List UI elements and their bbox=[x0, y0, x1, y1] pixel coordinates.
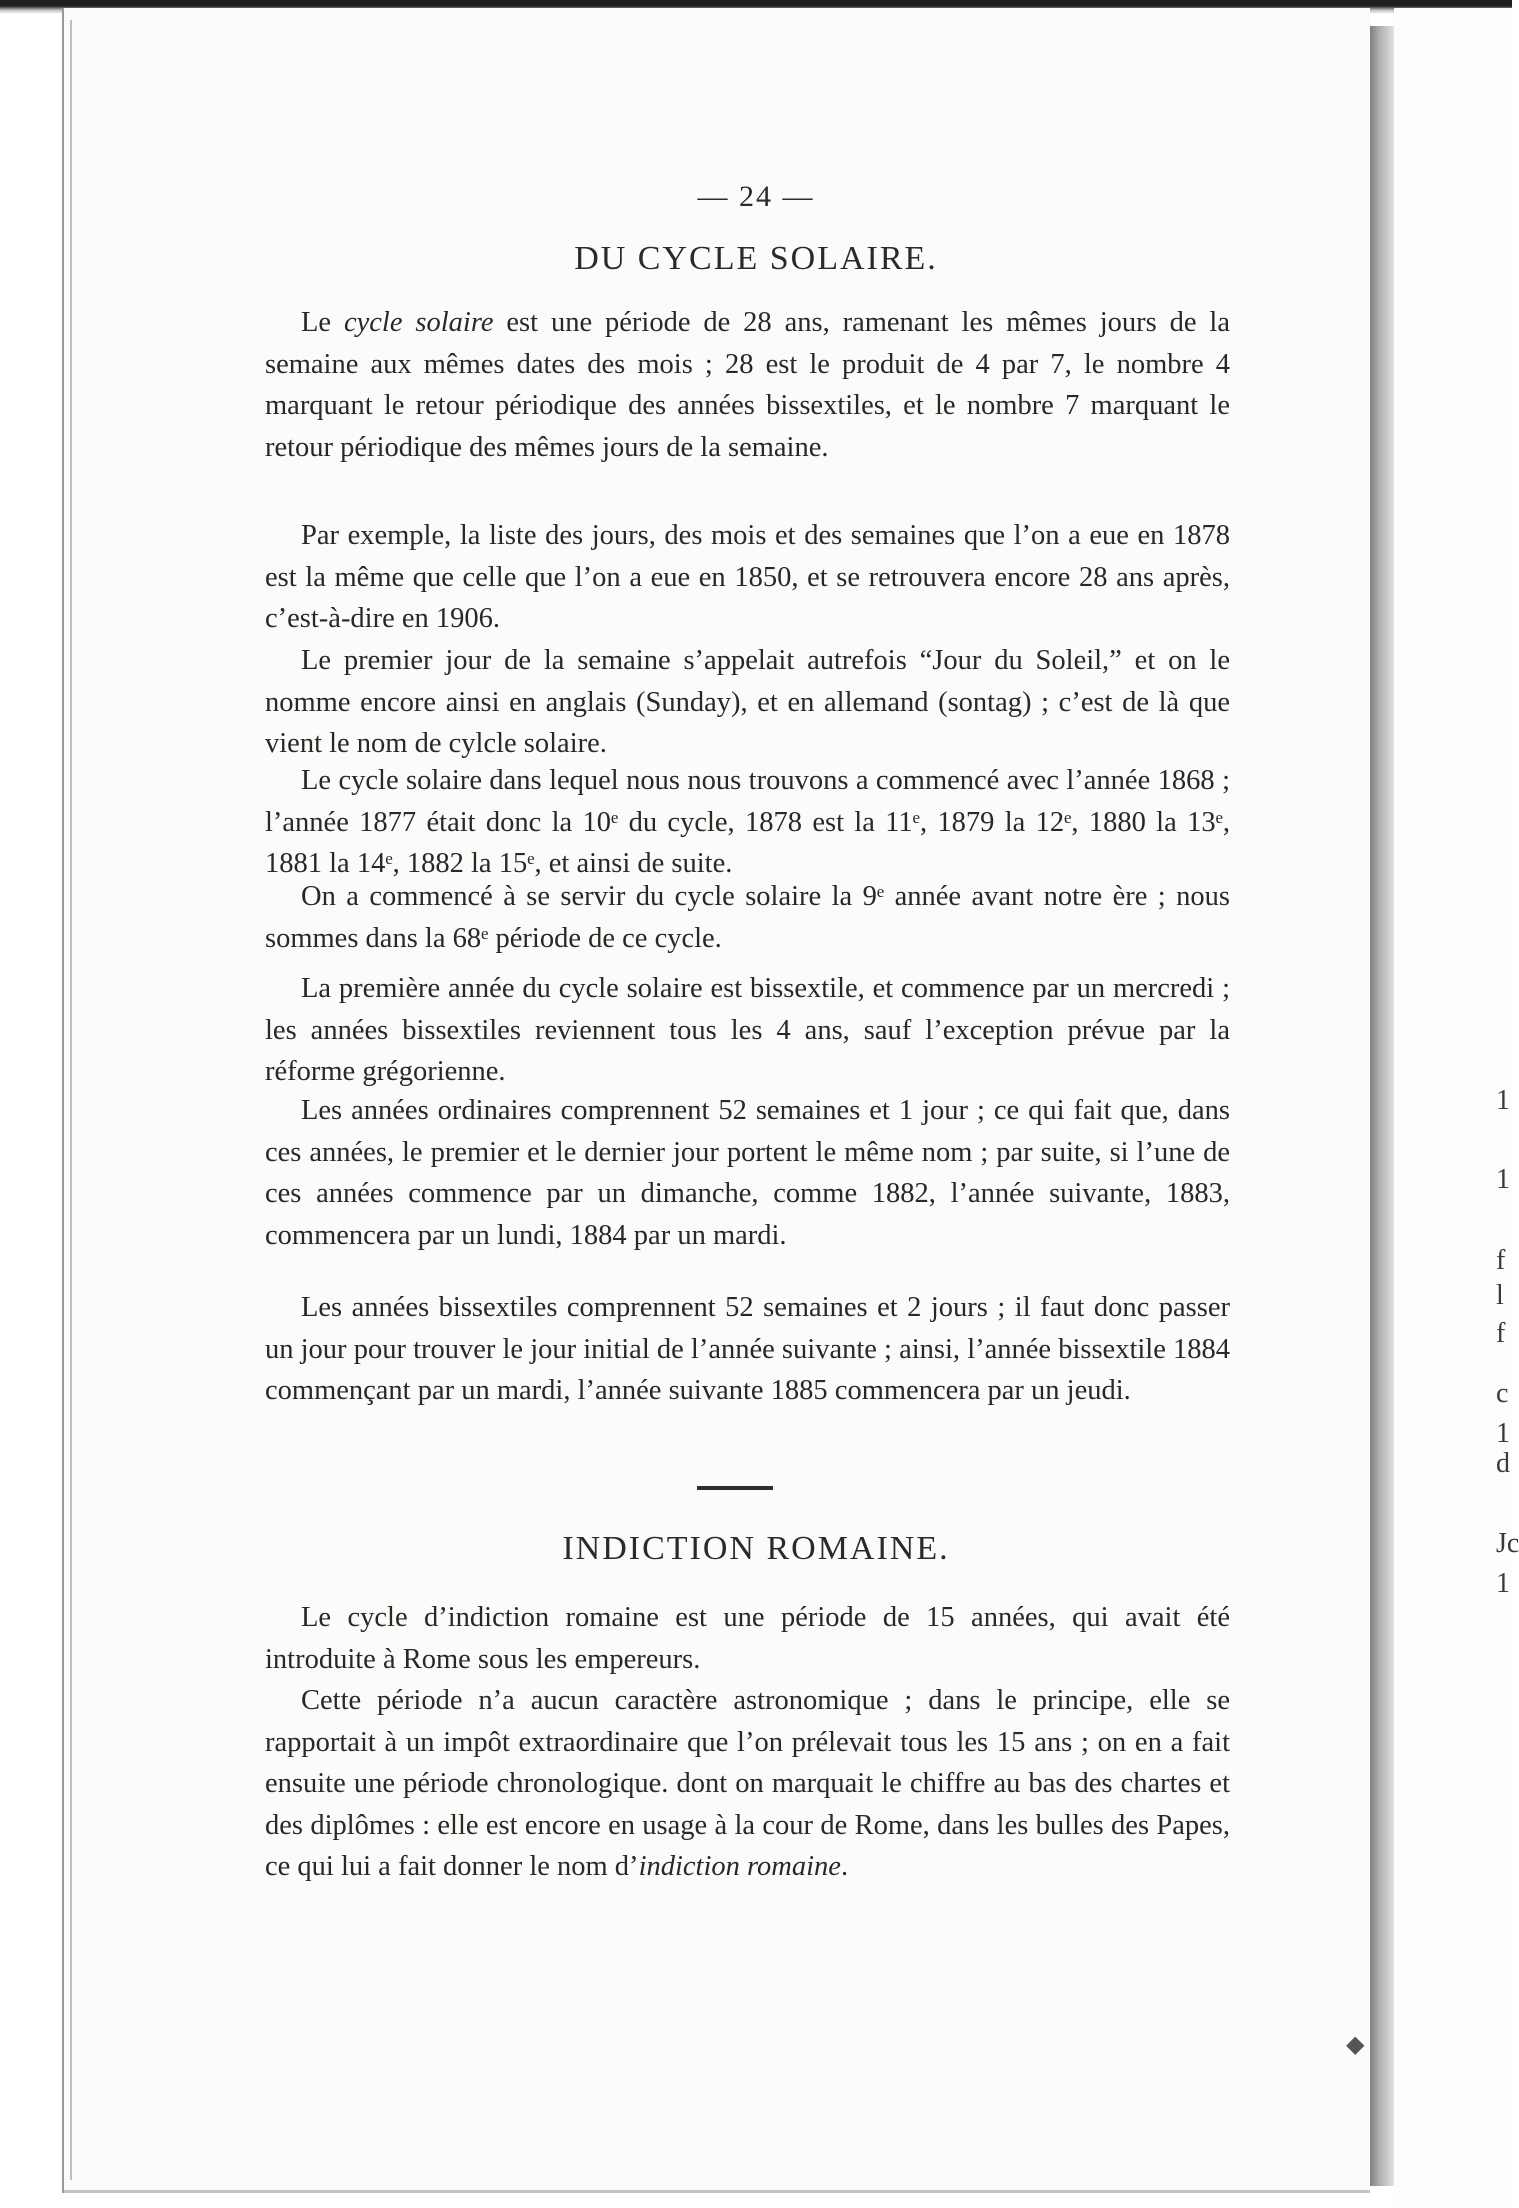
section-title-indiction-romaine: INDICTION ROMAINE. bbox=[562, 1530, 950, 1567]
paragraph: Le cycle solaire est une période de 28 ans, ramenant les mêmes jours de la semaine aux mêmes dates des mois ; 28 est le produit de 4 par 7, le nombre 4 marquant le retour périodique des années bissextiles, et le nombre 7 marquant le retour périodique des mêmes jours de la semaine. bbox=[265, 307, 1230, 463]
section-title-cycle-solaire: DU CYCLE SOLAIRE. bbox=[574, 240, 938, 277]
section-divider bbox=[697, 1486, 773, 1490]
adjacent-page-letter: 1 bbox=[1496, 1418, 1510, 1449]
emphasis-term: cycle solaire bbox=[343, 307, 494, 338]
adjacent-page bbox=[1394, 8, 1519, 2208]
paragraph: Les années ordinaires comprennent 52 semaines et 1 jour ; ce qui fait que, dans ces années, le premier et le dernier jour portent le même nom ; par suite, si l’une de ces années commence par un dimanche, comme 1882, l’année suivante, 1883, commencera par un lundi, 1884 par un mardi. bbox=[265, 1095, 1230, 1251]
paragraph: Le premier jour de la semaine s’appelait autrefois “Jour du Soleil,” et on le nomme encore ainsi en anglais (Sunday), et en allemand (sontag) ; c’est de là que vient le nom de cylcle solaire. bbox=[265, 645, 1230, 760]
adjacent-page-letter: 1 bbox=[1496, 1164, 1510, 1195]
adjacent-page-letter: d bbox=[1496, 1448, 1510, 1479]
paragraph: La première année du cycle solaire est bissextile, et commence par un mercredi ; les années bissextiles reviennent tous les 4 ans, sauf l’exception prévue par la réforme grégorienne. bbox=[265, 973, 1230, 1088]
adjacent-page-letter: 1 bbox=[1496, 1085, 1510, 1116]
adjacent-page-letter: l bbox=[1496, 1280, 1504, 1311]
adjacent-page-letter: f bbox=[1496, 1318, 1506, 1349]
paragraph: Le cycle solaire dans lequel nous nous trouvons a commencé avec l’année 1868 ; l’année 1877 était donc la 10ᵉ du cycle, 1878 est la 11ᵉ, 1879 la 12ᵉ, 1880 la 13ᵉ, 1881 la 14ᵉ, 1882 la 15ᵉ, et ainsi de suite. bbox=[265, 765, 1230, 880]
binding-mark-icon: ◆ bbox=[1346, 2032, 1365, 2058]
adjacent-page-letter: c bbox=[1496, 1378, 1509, 1409]
page-number: — 24 — bbox=[697, 180, 815, 213]
adjacent-page-letter: f bbox=[1496, 1245, 1506, 1276]
paragraph: Les années bissextiles comprennent 52 semaines et 2 jours ; il faut donc passer un jour pour trouver le jour initial de l’année suivante ; ainsi, l’année bissextile 1884 commençant par un mardi, l’année suivante 1885 commencera par un jeudi. bbox=[265, 1292, 1230, 1407]
book-spine-shadow bbox=[1370, 26, 1394, 2186]
adjacent-page-letter: 1 bbox=[1496, 1568, 1510, 1599]
emphasis-term: indiction romaine bbox=[638, 1851, 841, 1883]
adjacent-page-letter: Jc bbox=[1496, 1528, 1519, 1559]
paragraph: Par exemple, la liste des jours, des mois et des semaines que l’on a eue en 1878 est la même que celle que l’on a eue en 1850, et se retrouvera encore 28 ans après, c’est-à-dire en 1906. bbox=[265, 520, 1230, 635]
paragraph: Le cycle d’indiction romaine est une période de 15 années, qui avait été introduite à Rome sous les empereurs. bbox=[265, 1602, 1230, 1675]
paragraph: Cette période n’a aucun caractère astronomique ; dans le principe, elle se rapportait à un impôt extraordinaire que l’on prélevait tous les 15 ans ; on en a fait ensuite une période chronologique. dont on marquait le chiffre au bas des chartes et des diplômes : elle est encore en usage à la cour de Rome, dans les bulles des Papes, ce qui lui a fait donner le nom d’indiction romaine. bbox=[265, 1685, 1230, 1883]
page-margin-line bbox=[70, 20, 72, 2180]
paragraph: On a commencé à se servir du cycle solaire la 9ᵉ année avant notre ère ; nous sommes dans la 68ᵉ période de ce cycle. bbox=[265, 881, 1230, 954]
